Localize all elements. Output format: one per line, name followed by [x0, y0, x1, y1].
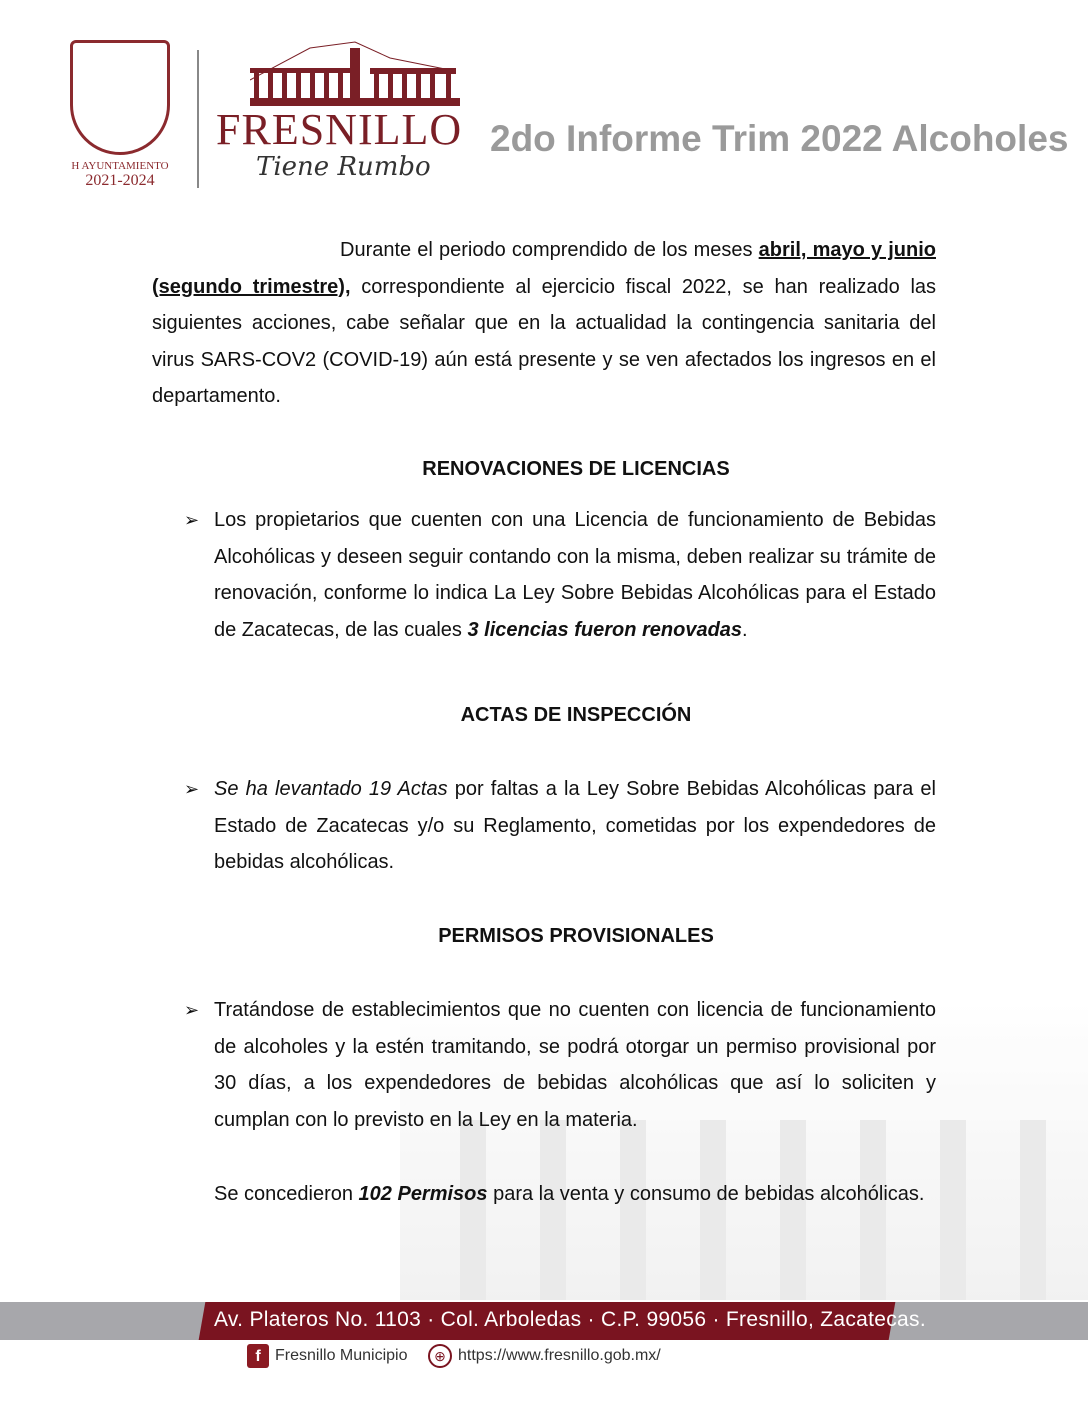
website-url: https://www.fresnillo.gob.mx/: [458, 1347, 661, 1364]
seal-label: H AYUNTAMIENTO: [71, 160, 169, 172]
facebook-label: Fresnillo Municipio: [275, 1347, 408, 1364]
logo-wordmark: FRESNILLO: [216, 105, 463, 154]
seal-years: 2021-2024: [85, 172, 155, 189]
footer-address: Av. Plateros No. 1103 · Col. Arboledas · C.P. 99056 · Fresnillo, Zacatecas.: [214, 1308, 926, 1331]
section-heading: PERMISOS PROVISIONALES: [438, 925, 714, 947]
municipal-seal: [70, 40, 170, 155]
arrow-bullet-icon: ➢: [184, 779, 200, 799]
arrow-bullet-icon: ➢: [184, 1000, 200, 1020]
facebook-link[interactable]: [247, 1344, 408, 1368]
logo-divider: [197, 50, 199, 188]
section-heading: ACTAS DE INSPECCIÓN: [460, 704, 692, 726]
section-paragraph: Se ha levantado 19 Actas por faltas a la Ley Sobre Bebidas Alcohólicas para el Estado de Zacatecas y/o su Reglamento, cometidas por los expendedores de bebidas alcohólicas.: [214, 778, 937, 873]
section-heading: RENOVACIONES DE LICENCIAS: [422, 458, 730, 480]
monument-logo-icon: [250, 40, 460, 106]
section-paragraph: Los propietarios que cuenten con una Licencia de funcionamiento de Bebidas Alcohólicas y deseen seguir contando con la misma, deben realizar su trámite de renovación, conforme lo indica La Ley Sobre Bebidas Alcohólicas para el Estado de Zacatecas, de las cuales 3 licencias fueron renovadas.: [214, 509, 936, 641]
arrow-bullet-icon: ➢: [184, 510, 200, 530]
permits-paragraph: Se concedieron 102 Permisos para la venta y consumo de bebidas alcohólicas.: [214, 1183, 925, 1205]
document-title: 2do Informe Trim 2022 Alcoholes: [490, 118, 1069, 159]
globe-icon: ⊕: [428, 1344, 452, 1368]
facebook-icon: f: [247, 1344, 269, 1368]
website-link[interactable]: [428, 1344, 661, 1368]
intro-paragraph: Durante el periodo comprendido de los meses abril, mayo y junio (segundo trimestre), correspondiente al ejercicio fiscal 2022, se han realizado las siguientes acciones, cabe señalar que en la actualidad la contingencia sanitaria del virus SARS-COV2 (COVID-19) aún está presente y se ven afectados los ingresos en el departamento.: [152, 239, 937, 407]
section-paragraph: Tratándose de establecimientos que no cuenten con licencia de funcionamiento de alcoholes y la estén tramitando, se podrá otorgar un permiso provisional por 30 días, a los expendedores de bebidas alcohólicas que así lo soliciten y cumplan con lo previsto en la Ley en la materia.: [214, 999, 936, 1131]
logo-tagline: Tiene Rumbo: [256, 152, 431, 182]
